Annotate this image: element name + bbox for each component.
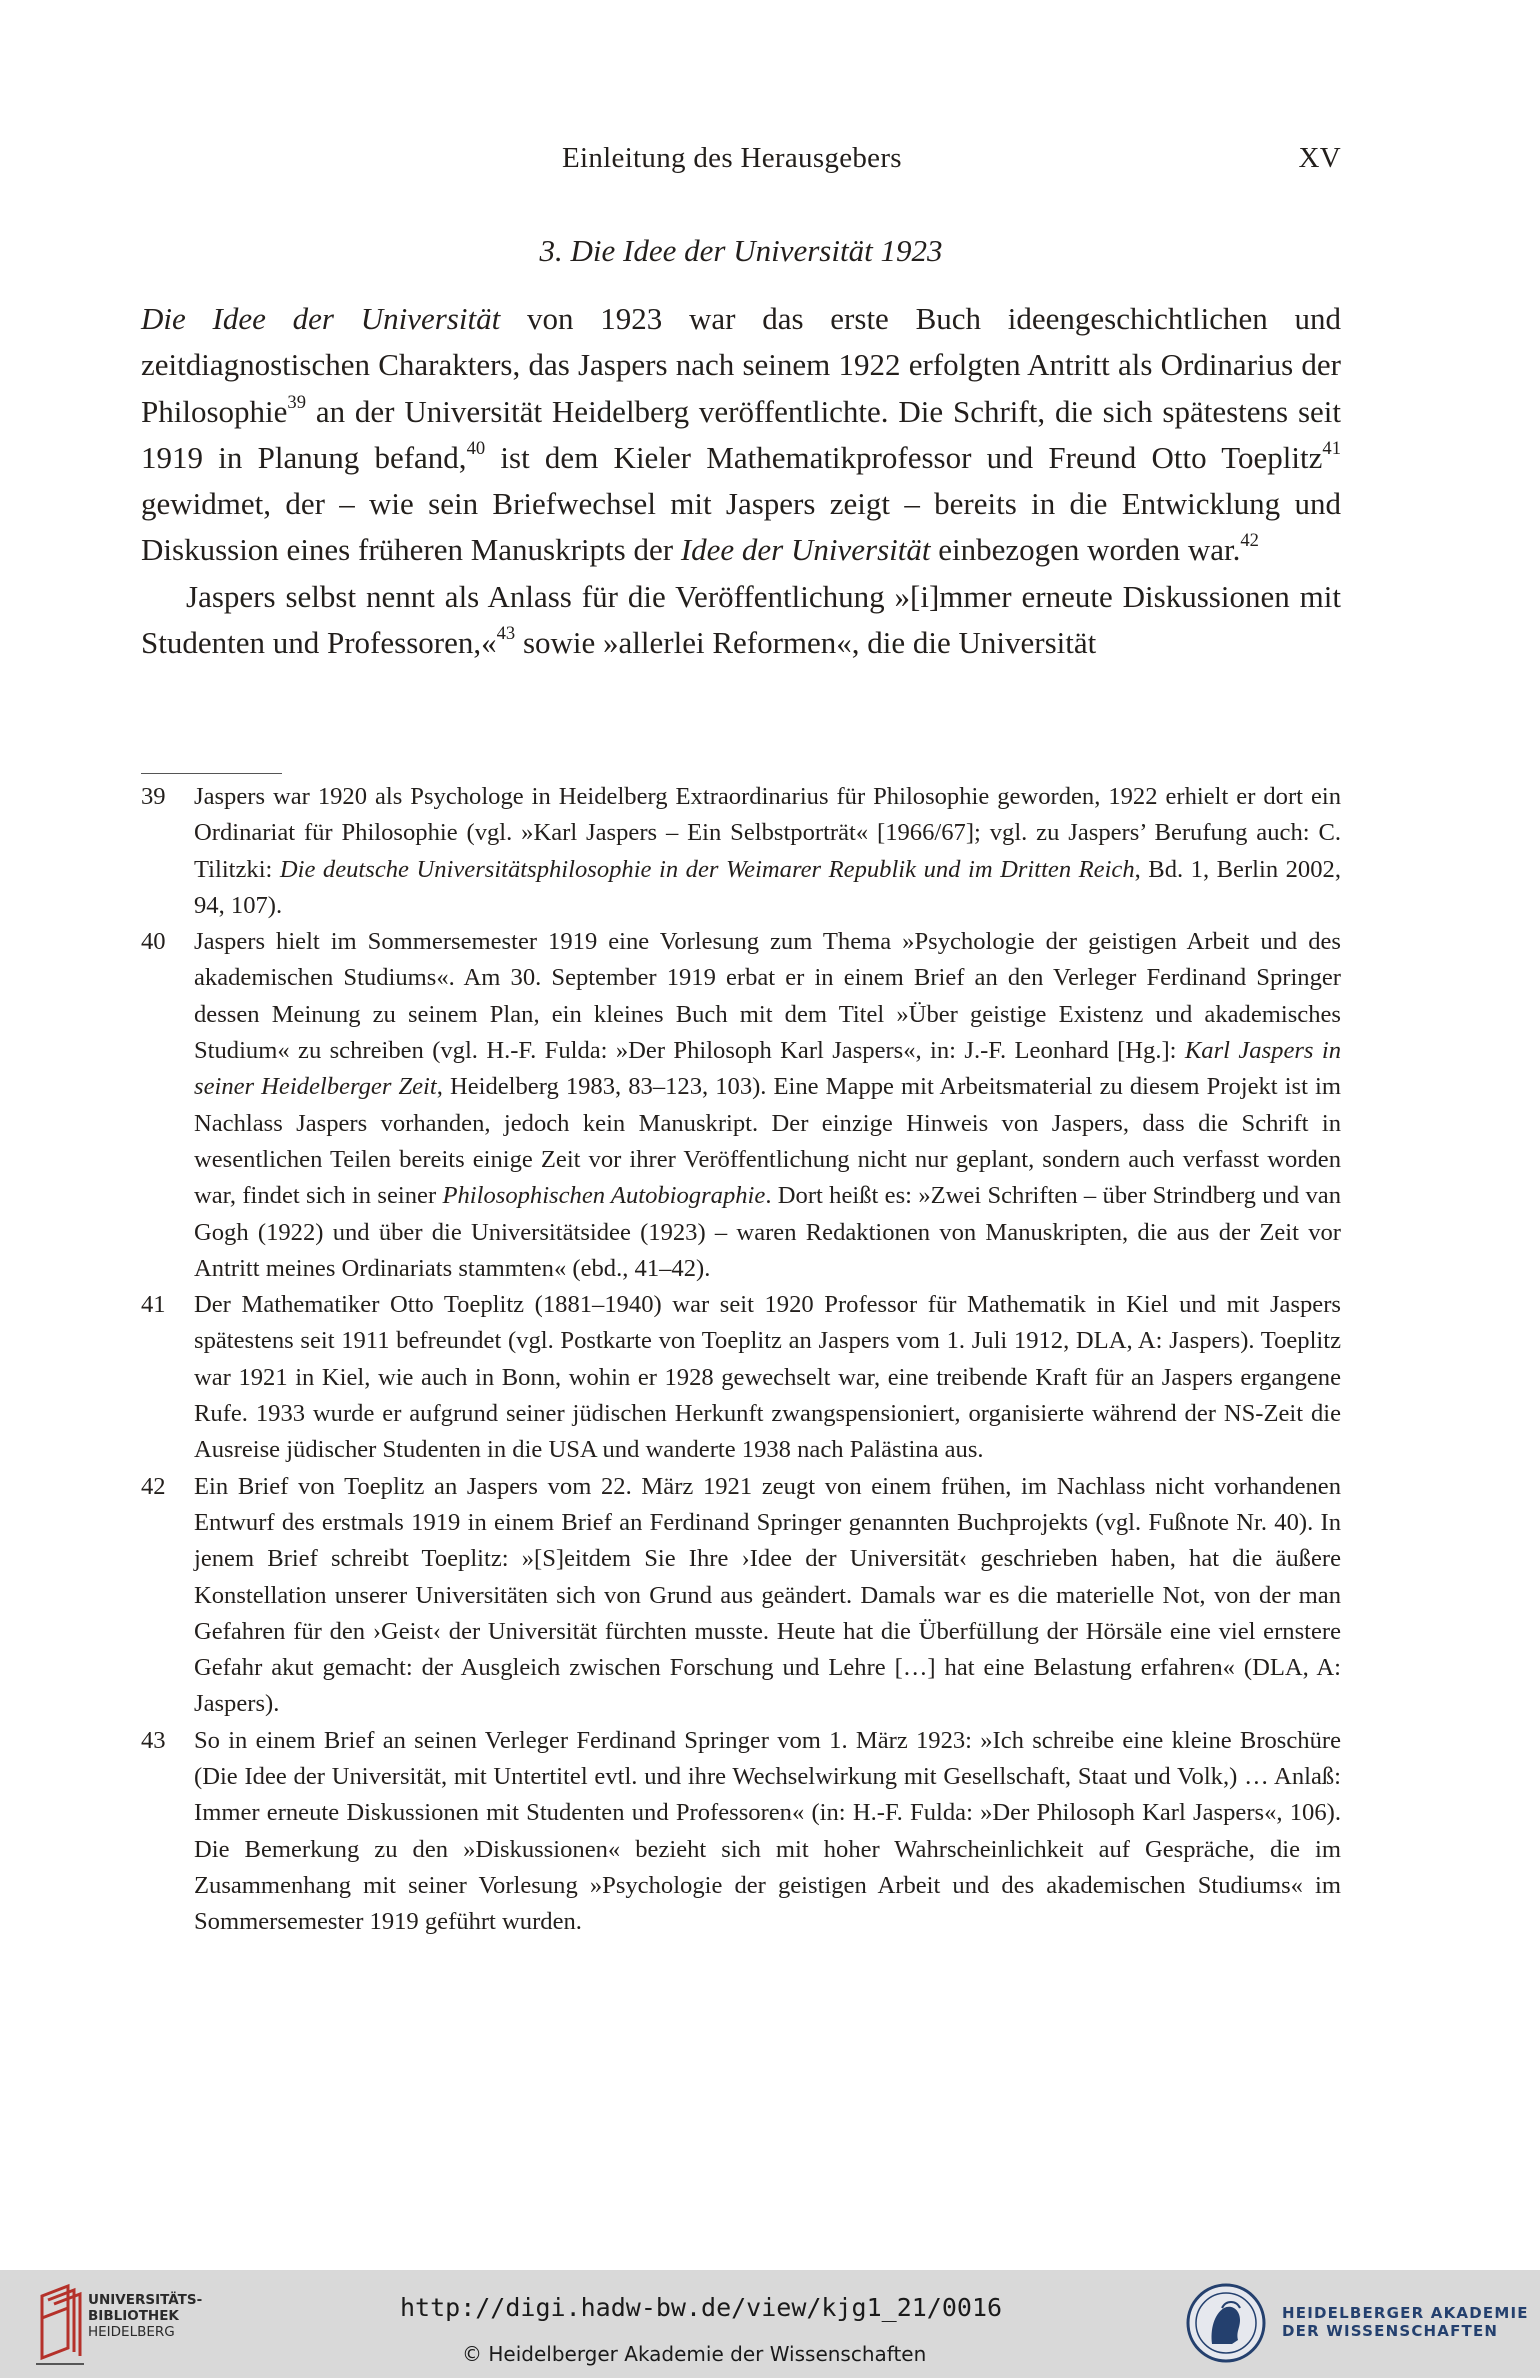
footnote-number: 39: [141, 783, 166, 810]
academy-seal-logo: [1186, 2278, 1266, 2368]
text-run: ist dem Kieler Mathematikprofessor und Freund Otto Toeplitz: [485, 439, 1323, 475]
footnote: [141, 779, 1341, 924]
footnote-number: 40: [141, 928, 166, 956]
academy-name-line: HEIDELBERGER AKADEMIE: [1282, 2304, 1529, 2322]
text-run: Jaspers war 1920 als Psychologe in Heidelberg Extraordinarius für Philosophie geworden, 1922 erhielt er dort ein Ordinariat für Philosophie (vgl. »Karl Jaspers – Ein Selbstporträt« [1966/67]; vgl. zu Jaspers’ Berufung auch: C. Tilitzki:: [194, 783, 1341, 883]
running-head-title: Einleitung des Herausgebers: [562, 142, 902, 174]
footnote-number: 42: [141, 1472, 166, 1500]
italic-title: Karl Jaspers in seiner Heidelberger Zeit: [194, 1037, 1341, 1101]
source-url-link[interactable]: http://digi.hadw-bw.de/view/kjg1_21/0016: [400, 2293, 1003, 2322]
section-title: 3. Die Idee der Universität 1923: [539, 233, 943, 268]
footnote-ref[interactable]: 40: [466, 437, 486, 459]
running-head: [141, 142, 1341, 182]
footnote-text: [194, 1723, 1341, 1941]
body-paragraph: [141, 574, 1341, 667]
text-run: einbezogen worden war.: [930, 532, 1241, 568]
text-run: , Bd. 1, Berlin 2002, 94, 107).: [194, 855, 1341, 919]
italic-title: Philosophischen Autobiographie: [442, 1182, 766, 1210]
footnote: [141, 1469, 1341, 1723]
page-number: XV: [1298, 142, 1341, 174]
text-run: Der Mathematiker Otto Toeplitz (1881–1940) war seit 1920 Professor für Mathematik in Kiel und mit Jaspers spätestens seit 1911 befreundet (vgl. Postkarte von Toeplitz an Jaspers vom 1. Juli 1912, DLA, A: Jaspers). Toeplitz war 1921 in Kiel, wie auch in Bonn, wohin er 1928 gewechselt war, eine treibende Kraft für an Jaspers ergangene Rufe. 1933 wurde er aufgrund seiner jüdischen Herkunft zwangspensioniert, organisierte während der NS-Zeit die Ausreise jüdischer Studenten in die USA und wanderte 1938 nach Palästina aus.: [194, 1291, 1341, 1464]
italic-title: Idee der Universität: [680, 532, 931, 568]
italic-title: Die deutsche Universitätsphilosophie in der Weimarer Republik und im Dritten Reich: [279, 855, 1135, 883]
text-run: an der Universität Heidelberg veröffentlichte. Die Schrift, die sich spätestens seit 1919 in Planung befand,: [141, 393, 1341, 475]
text-run: . Dort heißt es: »Zwei Schriften – über Strindberg und van Gogh (1922) und über die Universitätsidee (1923) – waren Redaktionen von Manuskripten, die aus der Zeit vor Antritt meines Ordinariats stammten« (ebd., 41–42).: [194, 1182, 1341, 1282]
text-run: sowie »allerlei Reformen«, die die Universität: [515, 625, 1097, 661]
footnote-text: [194, 1469, 1341, 1723]
text-run: gewidmet, der – wie sein Briefwechsel mit Jaspers zeigt – bereits in die Entwicklung und Diskussion eines früheren Manuskripts der: [141, 486, 1341, 568]
footnote: [141, 1723, 1341, 1941]
text-run: Jaspers hielt im Sommersemester 1919 eine Vorlesung zum Thema »Psychologie der geistigen Arbeit und des akademischen Studiums«. Am 30. September 1919 erbat er in einem Brief an den Verleger Ferdinand Springer dessen Meinung zu seinem Plan, ein kleines Buch mit dem Titel »Über geistige Existenz und akademisches Studium« zu schreiben (vgl. H.-F. Fulda: »Der Philosoph Karl Jaspers«, in: J.-F. Leonhard [Hg.]:: [194, 928, 1341, 1065]
italic-title: Die Idee der Universität: [141, 301, 501, 336]
library-name-line: BIBLIOTHEK: [88, 2308, 179, 2324]
footnote: [141, 1287, 1341, 1468]
footnote-number: 41: [141, 1291, 166, 1319]
footnote-separator: [141, 773, 282, 774]
library-name: [88, 2292, 208, 2340]
library-name-line: HEIDELBERG: [88, 2324, 175, 2340]
footnote: [141, 924, 1341, 1287]
text-run: von 1923 war das erste Buch ideengeschichtlichen und zeitdiagnostischen Charakters, das Jaspers nach seinem 1922 erfolgten Antritt als Ordinarius der Philosophie: [141, 301, 1341, 429]
academy-name-line: DER WISSENSCHAFTEN: [1282, 2322, 1499, 2340]
footnote-text: [194, 1287, 1341, 1468]
footnote-number: 43: [141, 1726, 166, 1754]
footnote-ref[interactable]: 41: [1322, 437, 1341, 459]
library-name-line: UNIVERSITÄTS-: [88, 2292, 203, 2308]
footnote-ref[interactable]: 39: [287, 391, 306, 413]
academy-name: [1282, 2304, 1532, 2340]
footnote-ref[interactable]: 42: [1240, 530, 1259, 552]
body-text: [141, 296, 1341, 666]
footnote-text: [194, 924, 1341, 1287]
text-run: Jaspers selbst nennt als Anlass für die Veröffentlichung »[i]mmer erneute Diskussionen mit Studenten und Professoren,«: [141, 578, 1341, 661]
text-run: , Heidelberg 1983, 83–123, 103). Eine Mappe mit Arbeitsmaterial zu diesem Projekt ist im Nachlass Jaspers vorhanden, jedoch kein Manuskript. Der einzige Hinweis von Jaspers, dass die Schrift in wesentlichen Teilen bereits einige Zeit vor ihrer Veröffentlichung nicht nur geplant, sondern auch verfasst worden war, findet sich in seiner: [194, 1073, 1341, 1210]
footnote-ref[interactable]: 43: [496, 623, 516, 645]
footnotes: [141, 779, 1341, 1941]
copyright-notice: © Heidelberger Akademie der Wissenschaften: [462, 2342, 927, 2366]
text-run: Ein Brief von Toeplitz an Jaspers vom 22. März 1921 zeugt von einem frühen, im Nachlass nicht vorhandenen Entwurf des erstmals 1919 in einem Brief an Ferdinand Springer genannten Buchprojekts (vgl. Fußnote Nr. 40). In jenem Brief schreibt Toeplitz: »[S]eitdem Sie Ihre ›Idee der Universität‹ geschrieben haben, hat die äußere Konstellation unserer Universitäten sich von Grund aus geändert. Damals war es die materielle Not, von der man Gefahren für den ›Geist‹ der Universität fürchten musste. Heute hat die Überfüllung der Hörsäle eine viel ernstere Gefahr akut gemacht: der Ausgleich zwischen Forschung und Lehre […] hat eine Belastung erfahren« (DLA, A: Jaspers).: [194, 1472, 1341, 1718]
text-run: So in einem Brief an seinen Verleger Ferdinand Springer vom 1. März 1923: »Ich schreibe eine kleine Broschüre (Die Idee der Universität, mit Untertitel evtl. und ihre Wechselwirkung mit Gesellschaft, Staat und Volk,) … Anlaß: Immer erneute Diskussionen mit Studenten und Professoren« (in: H.-F. Fulda: »Der Philosoph Karl Jaspers«, 106). Die Bemerkung zu den »Diskussionen« bezieht sich mit hoher Wahrscheinlichkeit auf Gespräche, die im Zusammenhang mit seiner Vorlesung »Psychologie der geistigen Arbeit und des akademischen Studiums« im Sommersemester 1919 geführt wurden.: [194, 1726, 1341, 1936]
body-paragraph: [141, 296, 1341, 574]
footnote-text: [194, 779, 1341, 924]
